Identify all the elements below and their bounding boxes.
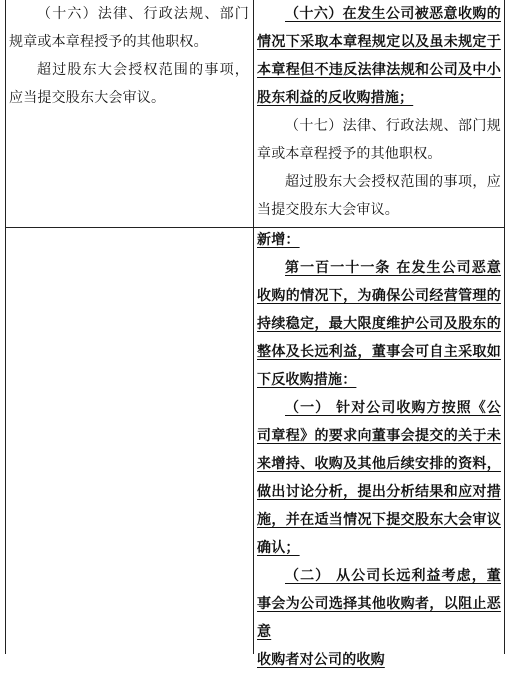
exceed-authorization-original: 超过股东大会授权范围的事项，应当提交股东大会审议。	[9, 62, 249, 106]
clause-17-revised: （十七）法律、行政法规、部门规章或本章程授予的其他职权。	[257, 118, 501, 162]
exceed-authorization-revised: 超过股东大会授权范围的事项，应当提交股东大会审议。	[257, 174, 501, 218]
article-111-item-1: （一） 针对公司收购方按照《公司章程》的要求向董事会提交的关于未来增持、收购及其他后续安排的资料，做出讨论分析，提出分析结果和应对措施，并在适当情况下提交股东大会审议确认；	[257, 400, 501, 556]
clause-16-revised: （十六）在发生公司被恶意收购的情况下采取本章程规定以及虽未规定于本章程但不违反法律法规和公司及中小股东利益的反收购措施；	[257, 6, 501, 106]
right-cell-new-article	[257, 226, 501, 674]
right-cell-revised	[257, 0, 501, 224]
comparison-table	[5, 0, 505, 668]
column-divider	[253, 0, 254, 654]
left-cell-original	[9, 0, 249, 112]
added-label: 新增：	[257, 232, 300, 248]
article-111-item-2-continued: 收购者对公司的收购	[257, 652, 385, 668]
clause-16-original: （十六）法律、行政法规、部门规章或本章程授予的其他职权。	[9, 6, 249, 50]
article-111: 第一百一十一条 在发生公司恶意收购的情况下，为确保公司经营管理的持续稳定，最大限度维护公司及股东的整体及长远利益，董事会可自主采取如下反收购措施：	[257, 260, 501, 388]
article-111-item-2: （二） 从公司长远利益考虑，董事会为公司选择其他收购者，以阻止恶意	[257, 568, 501, 640]
